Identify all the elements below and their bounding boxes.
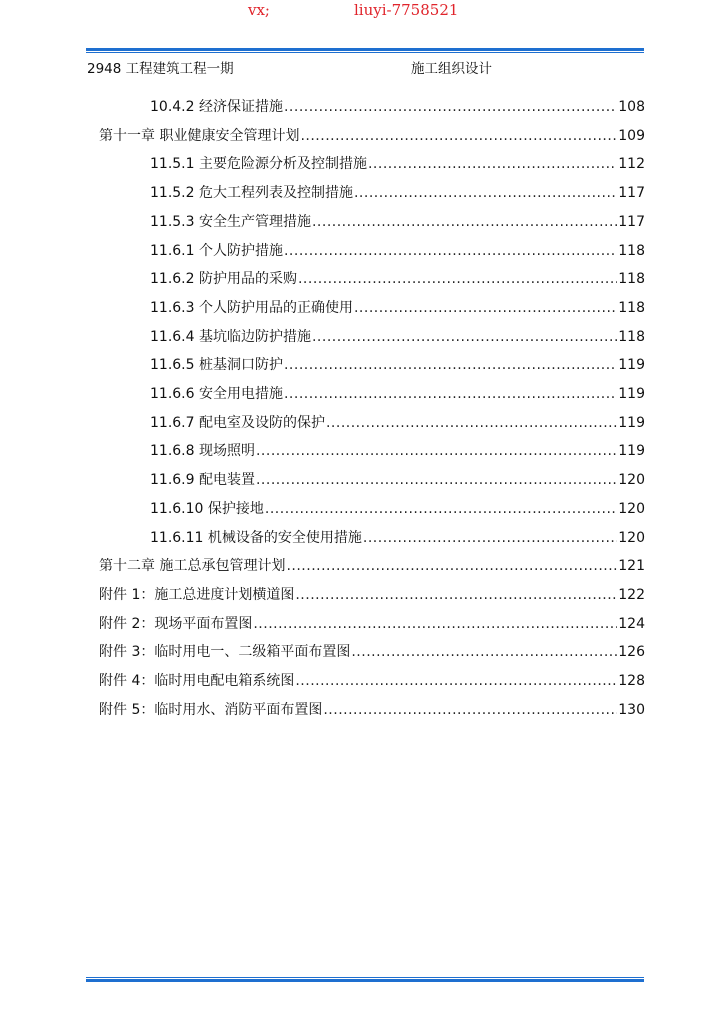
toc-entry-page-number: 108 (618, 99, 645, 115)
toc-entry[interactable] (99, 699, 645, 719)
toc-dot-leader (363, 530, 617, 546)
toc-entry[interactable] (99, 670, 645, 690)
toc-entry-page-number: 121 (618, 558, 645, 575)
toc-dot-leader (256, 472, 617, 488)
toc-entry-page-number: 112 (618, 156, 645, 173)
toc-entry-page-number: 118 (618, 242, 645, 259)
toc-entry[interactable] (150, 498, 645, 518)
toc-dot-leader (354, 185, 617, 201)
toc-entry-page-number: 120 (618, 500, 645, 517)
toc-entry-label: 11.6.11 机械设备的安全使用措施 (150, 529, 362, 546)
toc-entry[interactable] (150, 297, 645, 317)
toc-entry-page-number: 117 (618, 185, 645, 202)
toc-entry[interactable] (150, 96, 645, 116)
toc-dot-leader (312, 214, 617, 230)
toc-entry-page-number: 124 (618, 615, 645, 632)
toc-dot-leader (354, 300, 617, 316)
toc-entry-page-number: 118 (618, 299, 645, 316)
toc-entry[interactable] (150, 440, 645, 460)
toc-entry[interactable] (150, 354, 645, 374)
toc-entry-label: 附件 5：临时用水、消防平面布置图 (99, 701, 323, 718)
toc-entry-page-number: 109 (618, 127, 645, 144)
toc-entry-label: 11.6.9 配电装置 (150, 472, 255, 489)
toc-entry[interactable] (99, 641, 645, 661)
watermark-right: liuyi-7758521 (354, 1, 459, 19)
toc-entry-label: 11.6.5 桩基洞口防护 (150, 357, 283, 374)
toc-entry-page-number: 119 (618, 414, 645, 431)
toc-entry-label: 附件 2：现场平面布置图 (99, 615, 253, 632)
toc-entry-label: 附件 4：临时用电配电箱系统图 (99, 673, 295, 689)
toc-entry[interactable] (150, 240, 645, 260)
toc-dot-leader (312, 329, 617, 345)
toc-entry-page-number: 122 (618, 586, 645, 603)
toc-entry-label: 附件 1：施工总进度计划横道图 (99, 586, 295, 603)
header-project-name: 2948 工程建筑工程一期 (87, 61, 234, 77)
toc-dot-leader (300, 128, 617, 144)
toc-entry[interactable] (150, 268, 645, 288)
toc-entry[interactable] (150, 527, 645, 547)
toc-entry[interactable] (99, 555, 645, 575)
toc-entry[interactable] (150, 412, 645, 432)
toc-entry-page-number: 128 (618, 673, 645, 689)
toc-entry-label: 11.6.1 个人防护措施 (150, 242, 283, 259)
toc-dot-leader (284, 386, 617, 402)
toc-entry-page-number: 120 (618, 472, 645, 489)
watermark (0, 0, 724, 22)
toc-entry-page-number: 119 (618, 386, 645, 402)
toc-entry-page-number: 118 (618, 271, 645, 288)
toc-entry[interactable] (150, 153, 645, 173)
toc-dot-leader (253, 616, 617, 632)
toc-entry-page-number: 120 (618, 529, 645, 546)
toc-entry-label: 11.6.4 基坑临边防护措施 (150, 328, 311, 345)
toc-dot-leader (284, 357, 617, 373)
toc-entry[interactable] (99, 125, 645, 145)
toc-entry-page-number: 119 (618, 443, 645, 460)
toc-entry[interactable] (150, 383, 645, 403)
toc-dot-leader (284, 99, 617, 115)
toc-dot-leader (351, 644, 617, 660)
toc-dot-leader (326, 415, 617, 431)
toc-entry[interactable] (150, 469, 645, 489)
toc-entry-label: 11.5.3 安全生产管理措施 (150, 213, 311, 230)
toc-entry[interactable] (150, 211, 645, 231)
footer-rule (86, 977, 644, 982)
toc-entry[interactable] (99, 613, 645, 633)
toc-entry-label: 第十二章 施工总承包管理计划 (99, 558, 286, 575)
toc-dot-leader (368, 156, 617, 172)
header-rule (86, 48, 644, 53)
toc-dot-leader (295, 673, 617, 689)
toc-dot-leader (265, 501, 617, 517)
toc-entry-page-number: 117 (618, 213, 645, 230)
toc-entry[interactable] (150, 326, 645, 346)
toc-entry-label: 11.6.6 安全用电措施 (150, 386, 283, 402)
toc-entry-page-number: 126 (618, 644, 645, 661)
toc-dot-leader (286, 558, 617, 574)
toc-entry-label: 附件 3：临时用电一、二级箱平面布置图 (99, 644, 351, 661)
toc-dot-leader (284, 243, 617, 259)
toc-entry-page-number: 119 (618, 357, 645, 374)
toc-entry-page-number: 118 (618, 328, 645, 345)
toc-entry-page-number: 130 (618, 701, 645, 718)
watermark-left: vx; (248, 1, 270, 19)
toc-entry[interactable] (150, 182, 645, 202)
toc-entry-label: 11.6.10 保护接地 (150, 500, 264, 517)
toc-entry-label: 11.5.1 主要危险源分析及控制措施 (150, 156, 367, 173)
toc-entry-label: 11.6.7 配电室及设防的保护 (150, 414, 325, 431)
toc-entry-label: 11.6.8 现场照明 (150, 443, 255, 460)
toc-entry-label: 第十一章 职业健康安全管理计划 (99, 127, 300, 144)
toc-dot-leader (256, 443, 617, 459)
toc-entry[interactable] (99, 584, 645, 604)
toc-entry-label: 11.6.2 防护用品的采购 (150, 271, 297, 288)
toc-dot-leader (295, 587, 617, 603)
header-document-title: 施工组织设计 (411, 61, 492, 77)
toc-entry-label: 11.5.2 危大工程列表及控制措施 (150, 185, 353, 202)
toc-entry-label: 11.6.3 个人防护用品的正确使用 (150, 299, 353, 316)
toc-entry-label: 10.4.2 经济保证措施 (150, 99, 283, 115)
toc-dot-leader (298, 271, 617, 287)
toc-dot-leader (323, 702, 617, 718)
